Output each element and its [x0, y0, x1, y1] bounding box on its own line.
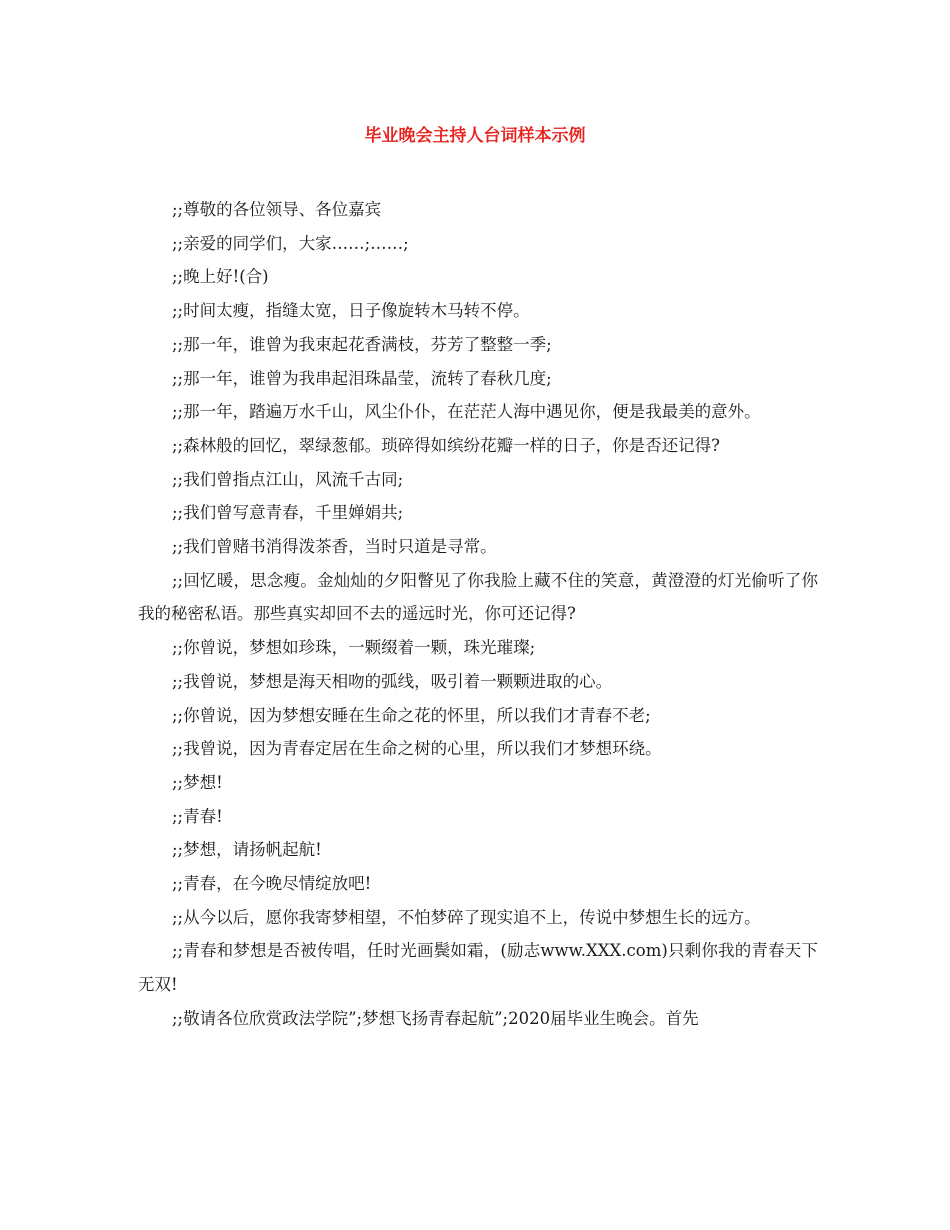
paragraph: ;;敬请各位欣赏政法学院”;梦想飞扬青春起航”;2020届毕业生晚会。首先	[172, 1008, 699, 1028]
paragraph: ;;时间太瘦，指缝太宽，日子像旋转木马转不停。	[172, 301, 530, 321]
paragraph: ;;我曾说，因为青春定居在生命之树的心里，所以我们才梦想环绕。	[172, 739, 662, 759]
paragraph: ;;梦想!	[172, 772, 223, 792]
paragraph: ;;你曾说，因为梦想安睡在生命之花的怀里，所以我们才青春不老;	[172, 705, 651, 725]
paragraph: ;;森林般的回忆，翠绿葱郁。琐碎得如缤纷花瓣一样的日子，你是否还记得?	[172, 435, 720, 455]
paragraph: ;;青春!	[172, 806, 223, 826]
paragraph: ;;我们曾赌书消得泼茶香，当时只道是寻常。	[172, 537, 497, 557]
paragraph: ;;回忆暖，思念瘦。金灿灿的夕阳瞥见了你我脸上藏不住的笑意，黄澄澄的灯光偷听了你我的秘密私语。那些真实却回不去的遥远时光，你可还记得?	[138, 570, 818, 624]
document-body	[138, 193, 818, 1036]
paragraph: ;;从今以后，愿你我寄梦相望，不怕梦碎了现实追不上，传说中梦想生长的远方。	[172, 907, 761, 927]
paragraph: ;;那一年，谁曾为我串起泪珠晶莹，流转了春秋几度;	[172, 368, 552, 388]
document-title: 毕业晚会主持人台词样本示例	[364, 126, 586, 146]
paragraph: ;;晚上好!(合)	[172, 267, 269, 287]
paragraph: ;;我曾说，梦想是海天相吻的弧线，吸引着一颗颗进取的心。	[172, 671, 613, 691]
paragraph: ;;亲爱的同学们，大家……;……;	[172, 233, 409, 253]
paragraph: ;;你曾说，梦想如珍珠，一颗缀着一颗，珠光璀璨;	[172, 638, 536, 658]
paragraph: ;;我们曾写意青春，千里婵娟共;	[172, 503, 404, 523]
paragraph: ;;那一年，踏遍万水千山，风尘仆仆，在茫茫人海中遇见你，便是我最美的意外。	[172, 402, 761, 422]
paragraph: ;;尊敬的各位领导、各位嘉宾	[172, 200, 382, 219]
paragraph: ;;那一年，谁曾为我束起花香满枝，芬芳了整整一季;	[172, 334, 552, 354]
paragraph: ;;梦想，请扬帆起航!	[172, 840, 322, 860]
paragraph: ;;青春和梦想是否被传唱，任时光画鬓如霜，(励志www.XXX.com)只剩你我的青春天下无双!	[138, 941, 818, 995]
paragraph: ;;我们曾指点江山，风流千古同;	[172, 469, 404, 489]
paragraph: ;;青春，在今晚尽情绽放吧!	[172, 874, 372, 894]
